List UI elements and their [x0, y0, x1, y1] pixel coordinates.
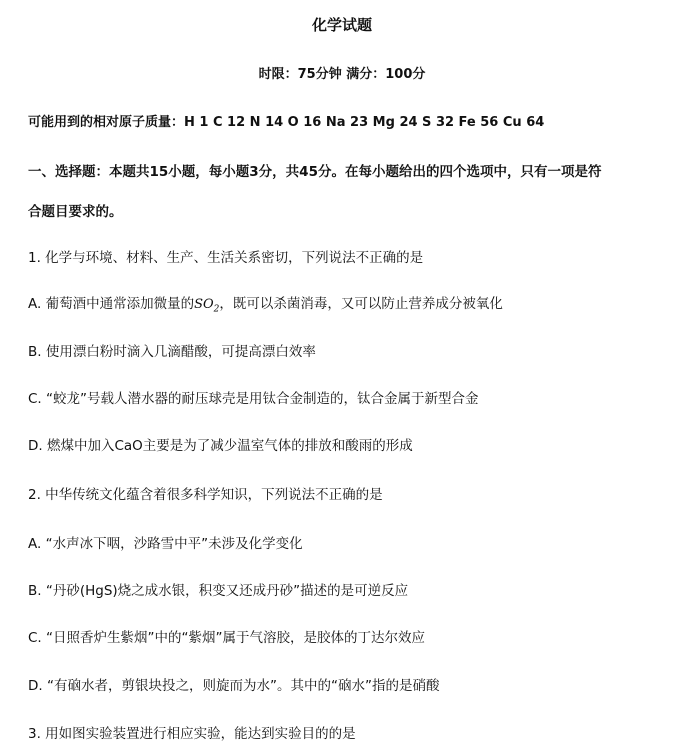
q2-option-d: D. “有硇水者，剪银块投之，则旋而为水”。其中的“硇水”指的是硝酸: [28, 678, 440, 694]
q2-stem: 2. 中华传统文化蕴含着很多科学知识，下列说法不正确的是: [28, 487, 383, 503]
page-title: 化学试题: [311, 16, 372, 34]
q2-option-c: C. “日照香炉生紫烟”中的“紫烟”属于气溶胶，是胶体的丁达尔效应: [28, 630, 425, 646]
section-heading-line1: 一、选择题：本题共15小题，每小题3分，共45分。在每小题给出的四个选项中，只有一项是符: [28, 164, 602, 180]
so2-subscript: 2: [213, 304, 220, 315]
time-limit: 时限：75分钟 满分：100分: [258, 67, 426, 82]
q1-option-a-post: ，既可以杀菌消毒，又可以防止营养成分被氧化: [219, 296, 503, 312]
q1-stem: 1. 化学与环境、材料、生产、生活关系密切，下列说法不正确的是: [28, 250, 424, 266]
q2-option-b: B. “丹砂(HgS)烧之成水银，积变又还成丹砂”描述的是可逆反应: [28, 583, 409, 599]
q3-stem: 3. 用如图实验装置进行相应实验，能达到实验目的的是: [28, 726, 356, 742]
q2-option-a: A. “水声冰下咽，沙路雪中平”未涉及化学变化: [28, 536, 303, 552]
q1-option-a-pre: A. 葡萄酒中通常添加微量的: [28, 296, 195, 312]
q1-option-b: B. 使用漂白粉时滴入几滴醋酸，可提高漂白效率: [28, 344, 316, 360]
so2-formula: [194, 297, 220, 315]
q1-option-a: [28, 292, 503, 315]
so2-symbol: SO: [194, 297, 214, 312]
atomic-masses: 可能用到的相对原子质量：H 1 C 12 N 14 O 16 Na 23 Mg 24 S 32 Fe 56 Cu 64: [28, 115, 545, 130]
q1-option-d: D. 燃煤中加入CaO主要是为了减少温室气体的排放和酸雨的形成: [28, 438, 413, 454]
section-heading-line2: 合题目要求的。: [28, 204, 123, 220]
q1-option-c: C. “蛟龙”号载人潜水器的耐压球壳是用钛合金制造的，钛合金属于新型合金: [28, 391, 479, 407]
